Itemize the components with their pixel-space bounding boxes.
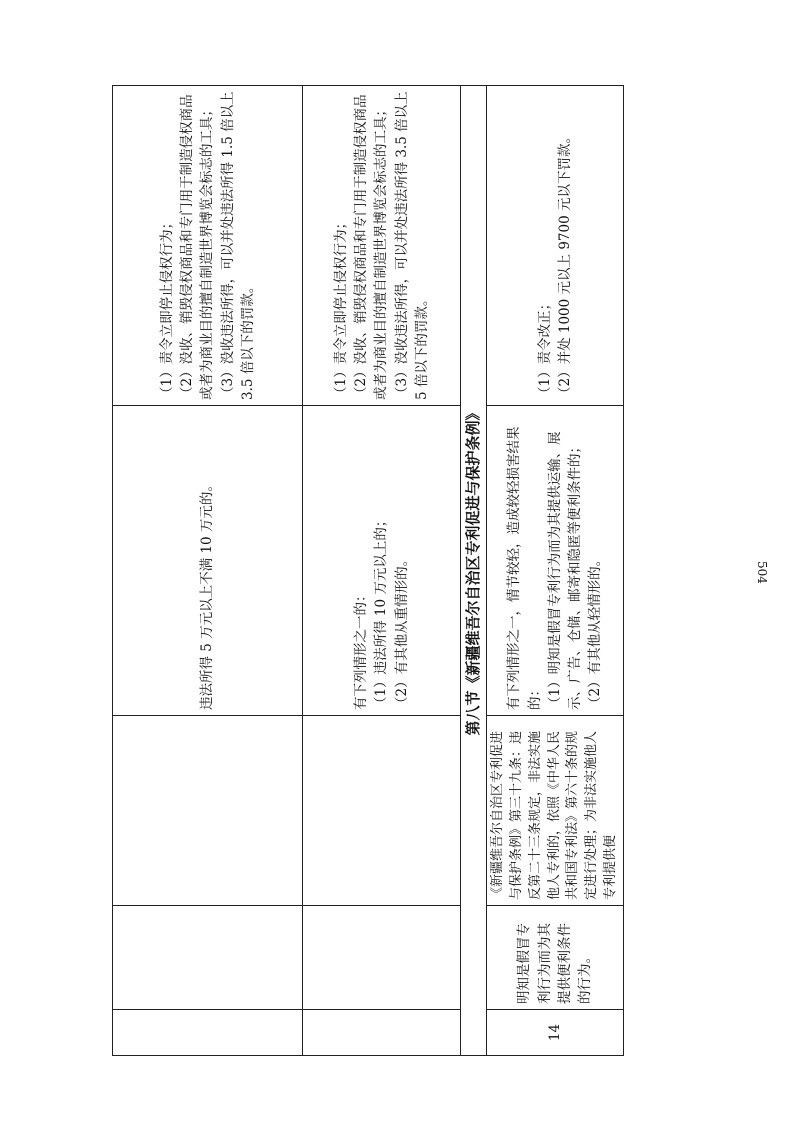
rotated-page-content (112, 86, 619, 1056)
basis-cell (113, 716, 303, 906)
basis-text: 《新疆维吾尔自治区专利促进与保护条例》第三十九条：违反第二十三条规定，非法实施他人专利的，依照《中华人民共和国专利法》第六十条的规定进行处理；为非法实施他人专利提供便 (490, 730, 619, 900)
penalty-line: （1）责令立即停止侵权行为； (158, 215, 175, 400)
condition-line: （2）有其他从重情形的。 (393, 552, 410, 710)
section-heading-row (461, 86, 487, 1056)
behavior-cell (303, 906, 461, 1010)
table-row (113, 86, 303, 1056)
penalty-line: （3）没收违法所得，可以并处违法所得 3.5 倍以上 5 倍以下的罚款。 (393, 91, 430, 400)
penalty-line: （2）没收、销毁侵权商品和专门用于制造侵权商品或者为商业目的擅自制造世界博览会标志的工具； (353, 94, 390, 400)
page-number: 504 (755, 560, 769, 584)
condition-text: 违法所得 5 万元以上不满 10 万元的。 (199, 478, 216, 710)
item-number-cell (113, 1010, 303, 1056)
table-row (303, 86, 461, 1056)
item-number-cell: 14 (487, 1010, 624, 1056)
penalty-line: （3）没收违法所得，可以并处违法所得 1.5 倍以上 3.5 倍以下的罚款。 (219, 91, 256, 400)
behavior-cell (113, 906, 303, 1010)
condition-cell (113, 406, 303, 716)
basis-cell (303, 716, 461, 906)
basis-cell (487, 716, 624, 906)
condition-line: （1）违法所得 10 万元以上的； (373, 513, 390, 710)
penalty-line: （2）并处 1000 元以上 9700 元以下罚款。 (556, 130, 573, 400)
penalty-line: （1）责令立即停止侵权行为； (332, 215, 349, 400)
condition-line: 有下列情形之一的： (353, 588, 370, 710)
penalty-line: （1）责令改正； (536, 296, 553, 400)
section-heading: 第八节《新疆维吾尔自治区专利促进与保护条例》 (461, 86, 487, 1056)
penalty-cell (113, 86, 303, 406)
condition-cell (487, 406, 624, 716)
item-number-cell (303, 1010, 461, 1056)
penalty-line: （2）没收、销毁侵权商品和专门用于制造侵权商品或者为商业目的擅自制造世界博览会标志的工具； (179, 94, 216, 400)
table-row (487, 86, 624, 1056)
behavior-text: 明知是假冒专利行为而为其提供便利条件的行为。 (516, 923, 594, 1004)
condition-line: 有下列情形之一，情节较轻，造成较轻损害结果的： (506, 426, 543, 710)
penalty-standards-table (112, 85, 624, 1056)
penalty-cell (487, 86, 624, 406)
condition-line: （1）明知是假冒专利行为而为其提供运输、展示、广告、仓储、邮寄和隐匿等便利条件的； (546, 431, 584, 710)
behavior-cell (487, 906, 624, 1010)
penalty-cell (303, 86, 461, 406)
condition-cell (303, 406, 461, 716)
condition-line: （2）有其他从轻情形的。 (587, 552, 604, 710)
